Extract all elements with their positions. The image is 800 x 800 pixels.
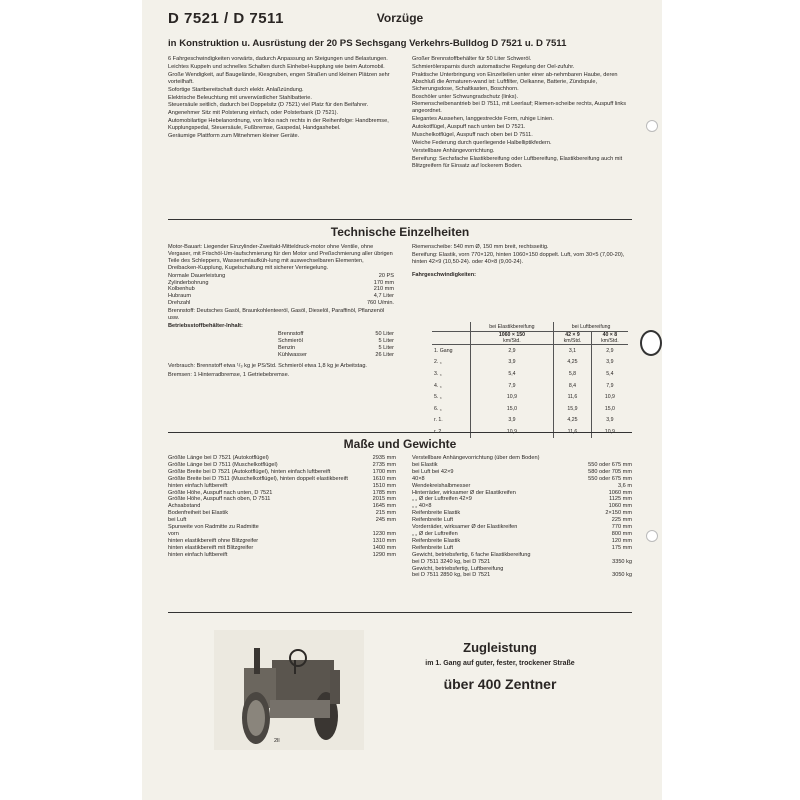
advantage-item: Weiche Federung durch querliegende Halbelliptikfedern. [412,139,552,146]
dim-row-label: vorn [168,530,179,537]
dim-row-value: 175 mm [611,544,632,551]
dim-row [168,531,396,538]
advantage-item: Riemenscheibenantrieb bei D 7511, mit Leerlauf; Riemen-scheibe rechts, Auspuff links angeordnet. [412,101,627,115]
gear-speed: 10,9 [470,426,554,438]
gear-speed: 11,6 [554,426,592,438]
dim-row-label: hinten elastikbereift mit Blitzgreifer [168,544,254,551]
advantage-item: Verstellbare Anhängevorrichtung. [412,147,495,154]
tank-row [278,331,394,338]
gear-label: 2. „ [434,359,442,366]
spec-row-value: 210 mm [373,286,394,293]
gear-label: r. 1. [434,417,443,424]
spec-row [168,280,394,287]
divider [168,612,632,613]
tank-row-value: 26 Liter [375,351,394,358]
dim-row [412,538,632,545]
dim-row-value: 3,6 m [618,482,632,489]
dim-row [412,572,632,579]
tech-title: Technische Einzelheiten [330,225,470,239]
advantage-item: Steuersäule seitlich, dadurch bei Doppelsitz (D 7521) viel Platz für den Beifahrer. [168,102,369,109]
dim-row [168,455,396,462]
spec-row [168,273,394,280]
gear-col-elastik: 1060 × 150 km/Std. [470,332,554,345]
tank-list [168,331,394,359]
spec-list [168,273,394,308]
model-label: D 7521 / D 7511 [168,10,284,27]
tank-label: Betriebsstoffbehälter-Inhalt: [168,322,243,329]
dims-left-column [168,455,396,559]
advantage-item: Automobilartige Hebelanordnung, von links nach rechts in der Reihenfolge: Handbremse, Kupplungspedal, Steuersäule, Fußbremse, Gaspedal, Handgashebel. [168,118,389,132]
gear-speed: 10,9 [591,391,628,403]
dim-row-value: 550 oder 675 mm [588,461,632,468]
advantage-item: Bereifung: Sechsfache Elastikbereifung oder Luftbereifung, Elastikbereifung auch mit Blitzgreifern für Einsatz auf lockerem Boden. [412,155,623,169]
gear-row [432,391,628,403]
photo-caption: 2ll [274,738,280,744]
advantage-item: Schmierölersparnis durch automatische Regelung der Oel-zufuhr. [412,63,575,70]
dim-row-value: 215 mm [375,510,396,517]
dim-row-label: „ „ Ø der Luftreifen 42×9 [412,496,472,503]
gear-speed: 3,9 [591,357,628,369]
dim-row-value: 1645 mm [372,503,396,510]
tyres-text: Bereifung: Elastik, vorn 770×120, hinten 1060×150 doppelt. Luft, vorn 30×5 (7,00-20), hinten 42×9 (10,50-24). oder 40×8 (9,00-24). [412,251,625,265]
advantage-item: Große Wendigkeit, auf Baugelände, Kiesgruben, engen Straßen und kleinen Plätzen sehr vorteilhaft. [168,71,390,85]
dim-row-value: 800 mm [611,530,632,537]
spec-row-label: Kolbenhub [168,286,195,293]
dim-row [412,517,632,524]
dim-row [412,483,632,490]
dim-row-value: 1060 mm [608,489,632,496]
dim-row [168,538,396,545]
gear-speed: 7,9 [591,380,628,392]
dim-row-label: Vorderräder, wirksamer Ø der Elastikreifen [412,524,518,531]
gear-group-elastik: bei Elastikbereifung [470,322,554,332]
advantage-item: 6 Fahrgeschwindigkeiten vorwärts, dadurch Anpassung an Steigungen und Belastungen. [168,56,388,62]
divider [168,432,632,433]
gear-row [432,403,628,415]
dim-row-label: Reifenbreite Luft [412,544,454,551]
tech-right-column [412,244,634,280]
tank-row-value: 50 Liter [375,330,394,337]
advantage-item: Autokotflügel, Auspuff nach unten bei D 7521. [412,124,526,131]
gear-speed: 3,1 [554,345,592,357]
gear-label: 4. „ [434,382,442,389]
gear-row [432,357,628,369]
gear-row [432,368,628,380]
advantage-item: Elektrische Beleuchtung mit unverwüstlicher Stahlbatterie. [168,94,312,101]
tank-row-value: 5 Liter [378,344,394,351]
gear-speed: 2,9 [470,345,554,357]
motor-text: Motor-Bauart: Liegender Einzylinder-Zweitakt-Mitteldruck-motor ohne Ventile, ohne Vergaser, mit Frischöl-Um-laufschmierung für den Motor und Preßschmierung aller übrigen Teile des Schleppers, Wasserumlaufküh-lung mit auswechselbaren Elementen, Dreibacken-Kupplung, Kugelschaltung mit sicherer Verriegelung. [168,244,393,271]
gear-label: r. 2. [434,428,443,435]
dim-row [412,559,632,566]
gear-row [432,380,628,392]
tank-row-label: Kühlwasser [278,351,307,358]
advantage-item: Geräumige Plattform zum Mitnehmen kleiner Geräte. [168,133,300,140]
pull-title: Zugleistung [463,640,537,655]
spec-row-value: 4,7 Liter [373,293,394,300]
gear-speed: 5,8 [554,368,592,380]
gear-speed: 10,9 [470,391,554,403]
tractor-photo [214,630,364,750]
gear-speed: 3,9 [470,415,554,427]
dim-row-label: bei Elastik [412,461,438,468]
dim-row-label: Bodenfreiheit bei Elastik [168,510,229,517]
dim-row-label: Reifenbreite Luft [412,517,454,524]
dim-row [168,510,396,517]
dim-row [168,524,396,531]
dim-row-label: 40×8 [412,475,425,482]
dim-row-label: Verstellbare Anhängevorrichtung (über dem Boden) [412,455,540,461]
spec-row-label: Drehzahl [168,300,191,307]
gear-label: 6. „ [434,405,442,412]
dim-row [412,469,632,476]
dim-row-label: bei Luft bei 42×9 [412,468,454,475]
dim-row [168,490,396,497]
gear-col-luft-42: 42 × 9 km/Std. [554,332,592,345]
dim-row-label: Achsabstand [168,503,201,510]
gear-label: 5. „ [434,394,442,401]
spec-row-label: Hubraum [168,293,192,300]
advantage-item: Sofortige Startbereitschaft durch elektr. Anlaßzündung. [168,86,304,93]
gear-speed: 8,4 [554,380,592,392]
dim-row-label: Reifenbreite Elastik [412,537,461,544]
gear-speed: 3,9 [470,357,554,369]
dim-row [412,531,632,538]
brakes-text: Bremsen: 1 Hinterradbremse, 1 Getriebebremse. [168,372,290,379]
dim-row [168,476,396,483]
spec-row-value: 760 U/min. [366,300,394,307]
gear-speed: 4,25 [554,357,592,369]
dim-row-label: Hinterräder, wirksamer Ø der Elastikreifen [412,489,516,496]
fuel-text: Brennstoff: Deutsches Gasöl, Braunkohlenteeröl, Gasöl, Dieselöl, Paraffinöl, Pflanzenöl usw. [168,308,385,322]
dim-row-value: 3350 kg [612,558,632,565]
dim-row-value: 770 mm [611,524,632,531]
dim-row-label: bei D 7511 2850 kg, bei D 7521 [412,572,491,579]
dim-row-label: hinten einfach luftbereift [168,551,228,558]
gear-speed: 5,4 [470,368,554,380]
dim-row-value: 3050 kg [612,572,632,579]
advantage-item: Muschelkotflügel, Auspuff nach oben bei D 7511. [412,132,533,139]
spec-row [168,293,394,300]
dim-row-label: Gewicht, betriebsfertig, 6 fache Elastikbereifung [412,551,531,558]
divider [168,219,632,220]
gear-speed: 7,9 [470,380,554,392]
punch-hole [646,120,658,132]
dim-row [412,545,632,552]
gear-speed-table [432,322,628,438]
advantage-item: Praktische Unterbringung von Einzelteilen unter einer ab-nehmbaren Haube, deren Abschluß die Armaturen-wand ist: Luftfilter, Oelkanne, Batterie, Zündspule, Sicherungsdose, Schaltkasten, Boschhorn. [412,71,618,92]
gear-label: 3. „ [434,370,442,377]
dim-row [412,524,632,531]
dim-row-label: bei Luft [168,517,187,524]
punch-hole [646,530,658,542]
dim-row-value: 1610 mm [372,475,396,482]
tank-row-label: Brennstoff [278,330,304,337]
dim-row-label: Größte Höhe, Auspuff nach oben, D 7511 [168,496,271,503]
pull-text: im 1. Gang auf guter, fester, trockener Straße [425,660,575,667]
tech-left-column [168,244,394,380]
spec-row-label: Zylinderbohrung [168,279,209,286]
dim-row-label: hinten einfach luftbereift [168,482,228,489]
tank-row [278,352,394,359]
gear-speed: 4,25 [554,415,592,427]
dim-row [168,462,396,469]
dim-row-value: 245 mm [375,517,396,524]
dim-row-label: Größte Höhe, Auspuff nach unten, D 7521 [168,489,273,496]
advantage-item: Angenehmer Sitz mit Polsterung einfach, oder Polsterbank (D 7521). [168,110,339,117]
gear-speed: 15,9 [554,403,592,415]
dim-row-value: 1125 mm [609,496,632,503]
tank-row [278,345,394,352]
dim-row [412,503,632,510]
dim-row-value: 1230 mm [372,530,396,537]
dim-row-label: Reifenbreite Elastik [412,510,461,517]
gear-header-blank [432,332,470,345]
dim-row-value: 1700 mm [372,468,396,475]
dim-row [412,552,632,559]
dim-row-value: 580 oder 705 mm [588,468,632,475]
advantage-item: Leichtes Kuppeln und schnelles Schalten durch Einhebel-kupplung wie beim Automobil. [168,63,385,70]
dim-row-label: Gewicht, betriebsfertig, Luftbereifung [412,565,504,572]
tank-row-label: Schmieröl [278,337,303,344]
gear-speed: 15,0 [591,403,628,415]
dim-row-label: „ „ 40×8 [412,503,432,510]
tractor-illustration [214,630,364,750]
gear-speed: 11,6 [554,391,592,403]
gear-speed: 15,0 [470,403,554,415]
advantages-right-column [412,56,634,171]
dim-row [168,552,396,559]
dim-row-label: „ „ Ø der Luftreifen [412,530,458,537]
dim-row-label: Spurweite von Radmitte zu Radmitte [168,524,259,531]
advantage-item: Großer Brennstoffbehälter für 50 Liter Schweröl. [412,56,532,62]
gear-header-blank [432,322,470,332]
gear-speed: 3,9 [591,415,628,427]
dim-row [412,455,632,462]
dim-row [412,462,632,469]
dim-row [412,496,632,503]
dim-row [412,476,632,483]
dim-row-value: 1290 mm [372,551,396,558]
speeds-title: Fahrgeschwindigkeiten: [412,271,477,278]
punch-hole-ring [640,330,662,356]
dim-row-label: hinten elastikbereift ohne Blitzgreifer [168,537,259,544]
dim-row [412,490,632,497]
dim-row-label: Größte Breite bei D 7521 (Autokotflügel), hinten einfach luftbereift [168,468,331,475]
gear-speed: 10,9 [591,426,628,438]
tank-row-value: 5 Liter [378,337,394,344]
spec-row-value: 20 PS [378,272,394,279]
pulley-text: Riemenscheibe: 540 mm Ø, 150 mm breit, rechtsseitig. [412,244,549,250]
dim-row-label: Größte Breite bei D 7511 (Muschelkotflügel), hinten doppelt elastikbereift [168,475,348,482]
advantages-subtitle: in Konstruktion u. Ausrüstung der 20 PS Sechsgang Verkehrs-Bulldog D 7521 u. D 7511 [168,38,567,49]
dim-row-value: 1060 mm [608,503,632,510]
spec-row [168,300,394,307]
tank-row [278,338,394,345]
gear-speed: 2,9 [591,345,628,357]
gear-speed: 5,4 [591,368,628,380]
advantages-left-column [168,56,392,141]
dims-right-column [412,455,632,579]
dim-row-value: 2×150 mm [605,510,632,517]
dim-row-value: 1510 mm [372,482,396,489]
dim-row-label: Größte Länge bei D 7521 (Autokotflügel) [168,455,269,461]
dim-row-value: 1400 mm [372,544,396,551]
dim-row-label: bei D 7511 3240 kg, bei D 7521 [412,558,491,565]
advantage-item: Elegantes Aussehen, langgestreckte Form, ruhige Linien. [412,116,554,123]
dim-row-label: Größte Länge bei D 7511 (Muschelkotflügel) [168,461,278,468]
gear-col-luft-40: 40 × 8 km/Std. [591,332,628,345]
dim-row [168,496,396,503]
spec-row-label: Normale Dauerleistung [168,272,226,279]
gear-group-luft: bei Luftbereifung [554,322,628,332]
dim-row-value: 1310 mm [372,537,396,544]
gear-label: 1. Gang [434,347,453,354]
dim-row [412,510,632,517]
dim-row [168,483,396,490]
dim-row [168,469,396,476]
gear-row [432,415,628,427]
advantage-item: Boschöler unter Schwungradschutz (links). [412,93,519,100]
dim-row-value: 120 mm [611,537,632,544]
pull-value: über 400 Zentner [443,676,557,692]
dim-row-label: Wendekreishalbmesser [412,482,471,489]
dim-row-value: 2935 mm [372,455,396,461]
dim-row [168,517,396,524]
advantages-title: Vorzüge [376,11,424,25]
dim-row-value: 2735 mm [372,461,396,468]
dims-title: Maße und Gewichte [343,437,457,451]
dim-row-value: 225 mm [611,517,632,524]
dim-row [412,566,632,573]
dim-row-value: 1785 mm [372,489,396,496]
dim-row-value: 550 oder 675 mm [588,475,632,482]
gear-row [432,345,628,357]
spec-row [168,286,394,293]
consumption-text: Verbrauch: Brennstoff etwa ¹/₃ kg je PS/Std. Schmieröl etwa 1,8 kg je Arbeitstag. [168,362,367,369]
dim-row [168,545,396,552]
tank-row-label: Benzin [278,344,296,351]
dim-row [168,503,396,510]
spec-row-value: 170 mm [373,279,394,286]
dim-row-value: 2015 mm [372,496,396,503]
